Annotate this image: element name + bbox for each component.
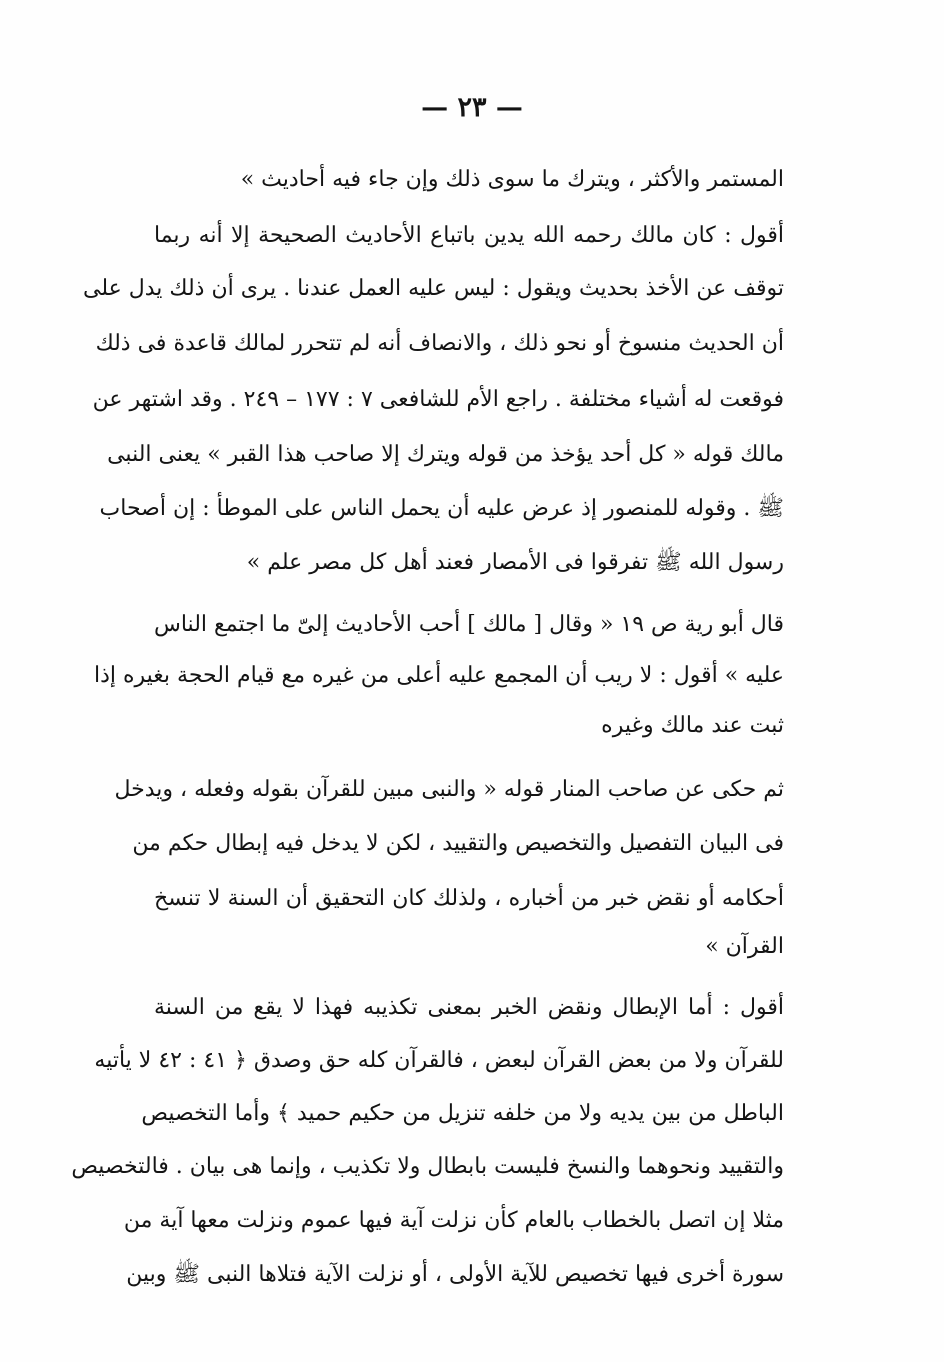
text-line: ﷺ . وقوله للمنصور إذ عرض عليه أن يحمل الناس على الموطأ : إن أصحاب bbox=[99, 496, 784, 521]
page-number: — ٢٣ — bbox=[421, 92, 523, 123]
text-line: والتقييد ونحوهما والنسخ فليست بابطال ولا تكذيب ، وإنما هى بيان . فالتخصيص bbox=[71, 1154, 784, 1179]
text-line: فى البيان التفصيل والتخصيص والتقييد ، لكن لا يدخل فيه إبطال حكم من bbox=[132, 831, 784, 856]
text-line: للقرآن ولا من بعض القرآن لبعض ، فالقرآن كله حق وصدق ﴿ ٤١ : ٤٢ لا يأتيه bbox=[94, 1048, 784, 1073]
text-line: قال أبو رية ص ١٩ « وقال [ مالك ] أحب الأحاديث إلىّ ما اجتمع الناس bbox=[154, 612, 785, 637]
text-line: المستمر والأكثر ، ويترك ما سوى ذلك وإن جاء فيه أحاديث » bbox=[240, 167, 784, 192]
text-line: أقول : أما الإبطال ونقض الخبر بمعنى تكذيبه فهذا لا يقع من السنة bbox=[154, 995, 784, 1020]
text-line: عليه » أقول : لا ريب أن المجمع عليه أعلى من غيره مع قيام الحجة بغيره إذا bbox=[93, 663, 784, 688]
text-line: ثبت عند مالك وغيره bbox=[601, 713, 784, 738]
text-line: مثلا إن اتصل بالخطاب بالعام كأن نزلت آية فيها عموم ونزلت معها آية من bbox=[123, 1208, 784, 1233]
text-line: أقول : كان مالك رحمه الله يدين باتباع الأحاديث الصحيحة إلا أنه ربما bbox=[154, 223, 784, 248]
text-line: ثم حكى عن صاحب المنار قوله « والنبى مبين للقرآن بقوله وفعله ، ويدخل bbox=[114, 777, 784, 802]
text-line: فوقعت له أشياء مختلفة . راجع الأم للشافعى ٧ : ١٧٧ – ٢٤٩ . وقد اشتهر عن bbox=[92, 387, 784, 412]
text-line: مالك قوله « كل أحد يؤخذ من قوله ويترك إلا صاحب هذا القبر » يعنى النبى bbox=[107, 442, 784, 467]
text-line: رسول الله ﷺ تفرقوا فى الأمصار فعند أهل كل مصر علم » bbox=[246, 550, 784, 575]
text-line: أن الحديث منسوخ أو نحو ذلك ، والانصاف أنه لم تتحرر لمالك قاعدة فى ذلك bbox=[95, 331, 784, 356]
text-line: الباطل من بين يديه ولا من خلفه تنزيل من حكيم حميد ﴾ وأما التخصيص bbox=[141, 1101, 784, 1126]
text-line: أحكامه أو نقض خبر من أخباره ، ولذلك كان التحقيق أن السنة لا تنسخ bbox=[154, 886, 784, 911]
text-line: سورة أخرى فيها تخصيص للآية الأولى ، أو نزلت الآية فتلاها النبى ﷺ وبين bbox=[126, 1262, 784, 1287]
text-line: توقف عن الأخذ بحديث ويقول : ليس عليه العمل عندنا . يرى أن ذلك يدل على bbox=[83, 276, 784, 301]
text-line: القرآن » bbox=[705, 934, 784, 959]
